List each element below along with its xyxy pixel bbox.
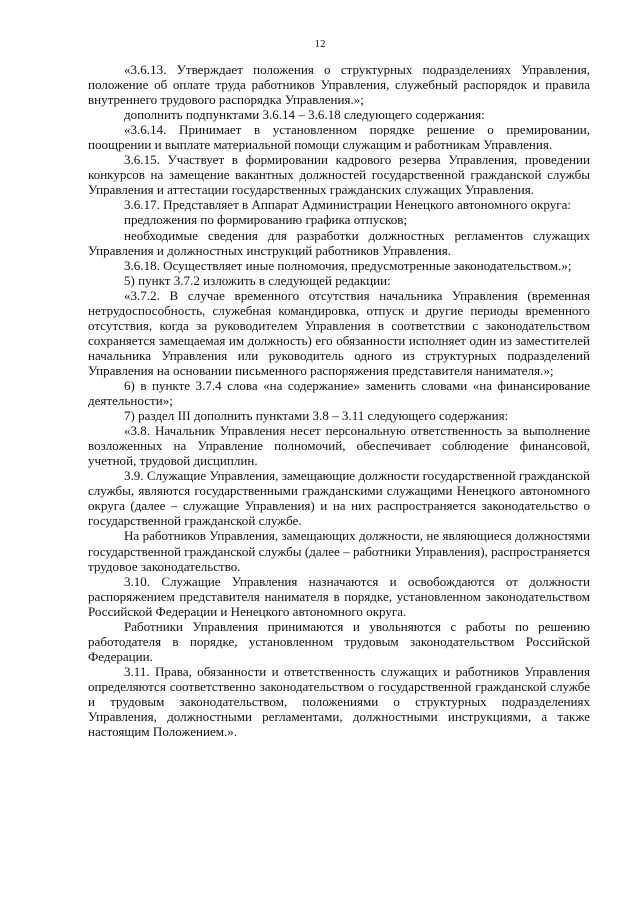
paragraph-item-5: 5) пункт 3.7.2 изложить в следующей редакции: <box>124 272 391 288</box>
paragraph-3-10: 3.10. Служащие Управления назначаются и освобождаются от должности распоряжением представителя нанимателя в порядке, установленном законодательством Российской Федерации и Ненецкого автономного округа. <box>88 573 590 619</box>
paragraph-3-6-15: 3.6.15. Участвует в формировании кадрового резерва Управления, проведении конкурсов на замещение вакантных должностей государственной гражданской службы Управления и аттестации государственных гражданских служащих Управления. <box>88 152 590 198</box>
paragraph-regulations-info: необходимые сведения для разработки должностных регламентов служащих Управления и должностных инструкций работников Управления. <box>88 227 590 258</box>
paragraph-workers-labor-law: На работников Управления, замещающих должности, не являющиеся должностями государственной гражданской службы (далее – работники Управления), распространяется трудовое законодательство. <box>88 528 590 574</box>
paragraph-3-11: 3.11. Права, обязанности и ответственность служащих и работников Управления определяются соответственно законодательством о государственной гражданской службе и трудовым законодательством, положениями о структурных подразделениях Управления, должностными регламентами, должностными инструкциями, а также настоящим Положением.». <box>88 663 590 740</box>
page-number: 12 <box>314 38 326 50</box>
paragraph-amend-3-6-14-3-6-18: дополнить подпунктами 3.6.14 – 3.6.18 следующего содержания: <box>124 107 485 123</box>
paragraph-workers-hiring: Работники Управления принимаются и увольняются с работы по решению работодателя в порядке, установленном трудовым законодательством Российской Федерации. <box>88 618 590 664</box>
paragraph-item-6: 6) в пункте 3.7.4 слова «на содержание» заменить словами «на финансирование деятельности»; <box>88 377 590 409</box>
paragraph-3-6-18: 3.6.18. Осуществляет иные полномочия, предусмотренные законодательством.»; <box>124 257 572 273</box>
paragraph-3-6-17: 3.6.17. Представляет в Аппарат Администрации Ненецкого автономного округа: <box>124 197 572 213</box>
paragraph-3-8: «3.8. Начальник Управления несет персональную ответственность за выполнение возложенных на Управление полномочий, обеспечивает соблюдение финансовой, учетной, трудовой дисциплин. <box>88 423 590 469</box>
paragraph-3-6-13: «3.6.13. Утверждает положения о структурных подразделениях Управления, положение об оплате труда работников Управления, служебный распорядок и правила внутреннего трудового распорядка Управления.»; <box>88 62 590 108</box>
paragraph-vacation-schedule: предложения по формированию графика отпусков; <box>124 212 408 228</box>
paragraph-3-7-2: «3.7.2. В случае временного отсутствия начальника Управления (временная нетрудоспособность, служебная командировка, отпуск и другие периоды временного отсутствия, когда за руководителем Управления в соответствии с законодательством сохраняется замещаемая им должность) его обязанности исполняет один из заместителей начальника Управления или руководитель одного из структурных подразделений Управления на основании письменного распоряжения представителя нанимателя.»; <box>88 287 590 378</box>
document-body <box>88 62 590 739</box>
paragraph-3-9: 3.9. Служащие Управления, замещающие должности государственной гражданской службы, являются государственными гражданскими служащими Ненецкого автономного округа (далее – служащие Управления) и на них распространяется законодательство о государственной гражданской службе. <box>88 468 590 529</box>
paragraph-item-7: 7) раздел III дополнить пунктами 3.8 – 3.11 следующего содержания: <box>124 408 509 424</box>
paragraph-3-6-14: «3.6.14. Принимает в установленном порядке решение о премировании, поощрении и выплате материальной помощи служащим и работникам Управления. <box>88 122 590 153</box>
